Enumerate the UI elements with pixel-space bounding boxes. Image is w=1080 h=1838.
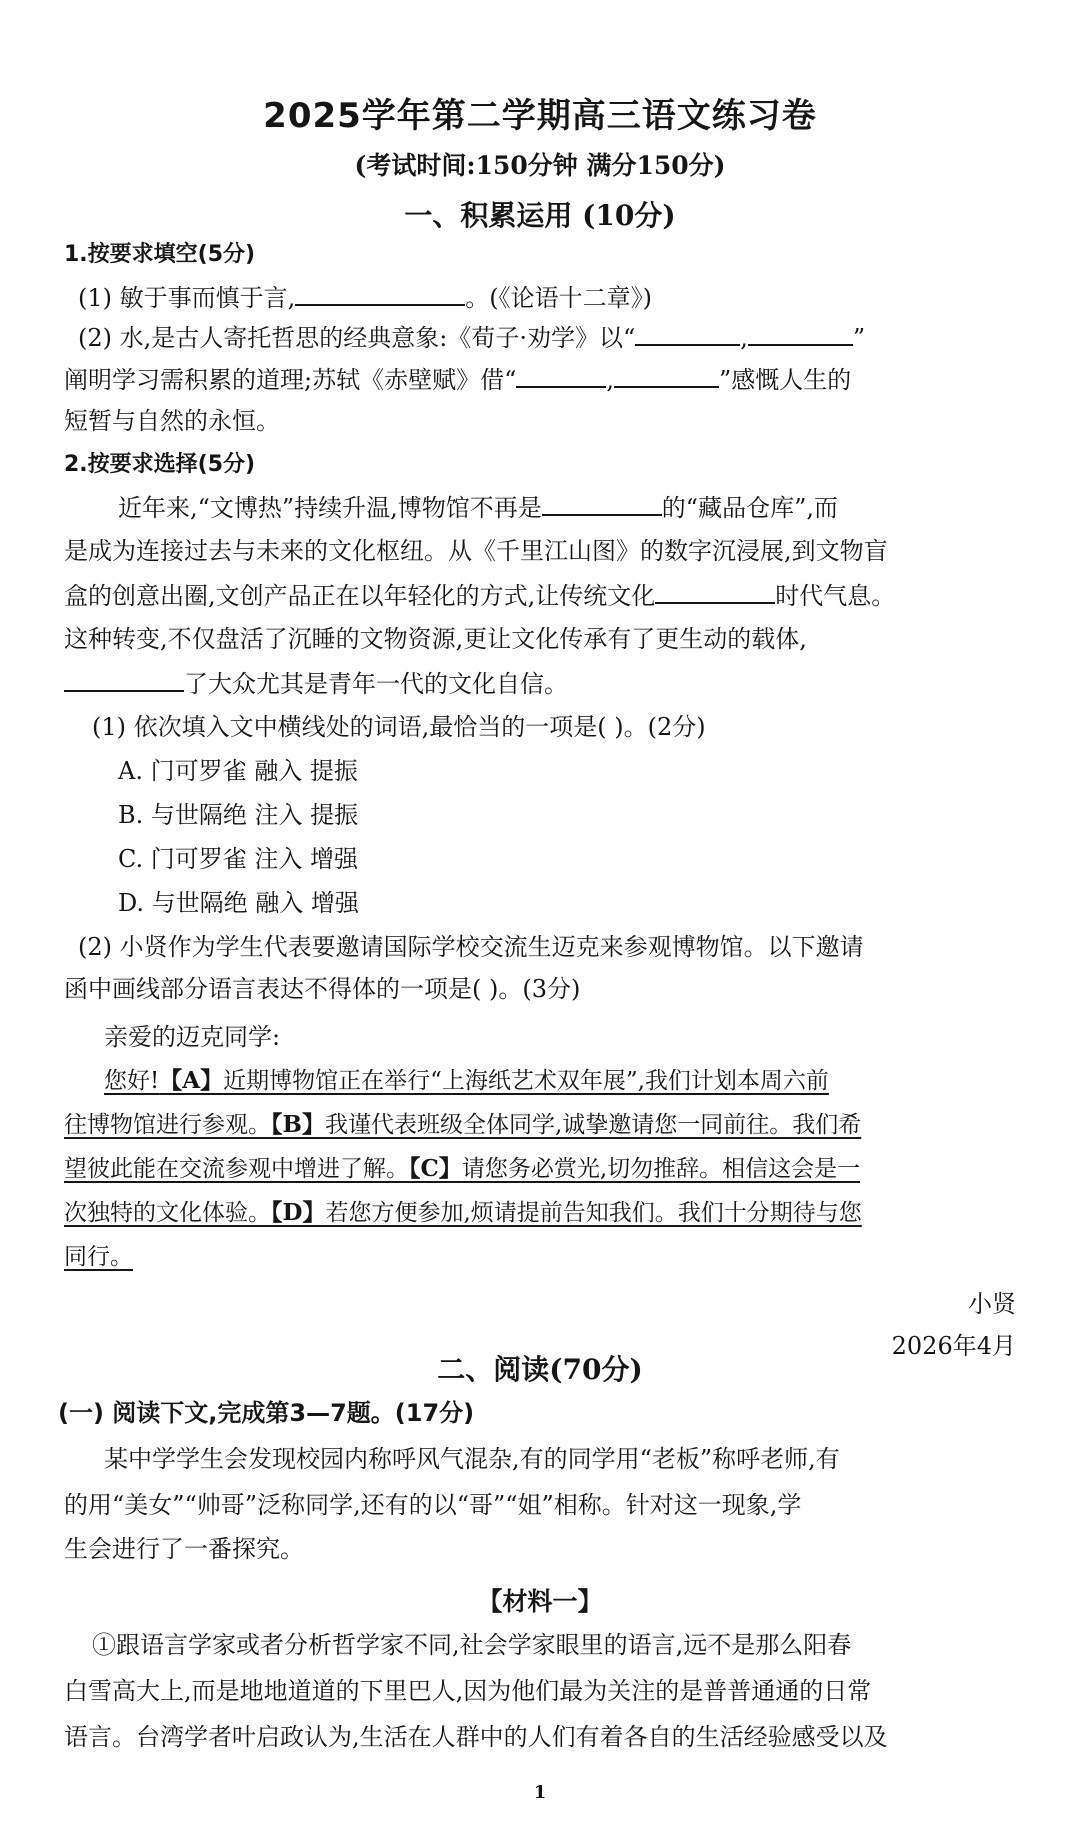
tag-d: 【D】 (271, 1199, 326, 1226)
option-a[interactable]: A. 门可罗雀 融入 提振 (118, 757, 358, 785)
comma: , (740, 324, 748, 352)
material-title: 【材料一】 (477, 1587, 603, 1616)
letter-underlined-b: 我谨代表班级全体同学,诚挚邀请您一同前往。我们希 (324, 1112, 862, 1138)
answer-blank[interactable] (655, 580, 775, 604)
section1-heading: 一、积累运用 (10分) (404, 199, 676, 232)
page-number: 1 (533, 1782, 547, 1803)
q2-passage-line1 (118, 492, 1040, 523)
passage-text: 盒的创意出圈,文创产品正在以年轻化的方式,让传统文化 (64, 582, 656, 610)
answer-blank[interactable] (748, 322, 853, 346)
material-line3: 语言。台湾学者叶启政认为,生活在人群中的人们有着各自的生活经验感受以及 (64, 1723, 888, 1751)
quote-close: ” (852, 324, 866, 352)
part1-label: (一) 阅读下文,完成第3—7题。(17分) (58, 1399, 475, 1427)
intro-line3: 生会进行了一番探究。 (64, 1535, 304, 1563)
q2-passage-line2: 是成为连接过去与未来的文化枢纽。从《千里江山图》的数字沉浸展,到文物盲 (64, 537, 888, 565)
q1-item2-prefix: (2) 水,是古人寄托哲思的经典意象:《荀子·劝学》以“ (78, 324, 636, 352)
section2-heading: 二、阅读(70分) (437, 1353, 643, 1386)
option-d[interactable]: D. 与世隔绝 融入 增强 (118, 889, 359, 917)
letter-underlined-c: 次独特的文化体验。 (64, 1200, 271, 1226)
material-line2: 白雪高大上,而是地地道道的下里巴人,因为他们最为关注的是普普通通的日常 (64, 1677, 872, 1705)
exam-title: 2025学年第二学期高三语文练习卷 (263, 96, 817, 136)
tag-a: 【A】 (159, 1067, 224, 1094)
letter-greeting: 亲爱的迈克同学: (104, 1023, 281, 1051)
tag-b: 【B】 (271, 1111, 325, 1138)
q1-item2-line2 (64, 364, 1040, 395)
letter-underlined-d: 若您方便参加,烦请提前告知我们。我们十分期待与您 (325, 1200, 862, 1226)
answer-blank[interactable] (64, 668, 184, 692)
answer-blank[interactable] (295, 282, 465, 306)
q1-item2-line2-suffix: ”感慨人生的 (719, 366, 852, 394)
letter-line2 (64, 1110, 1040, 1140)
q1-item2-line2-prefix: 阐明学习需积累的道理;苏轼《赤壁赋》借“ (64, 366, 517, 394)
letter-signature: 小贤 (968, 1290, 1016, 1318)
q1-label: 1.按要求填空(5分) (64, 242, 256, 267)
letter-underlined-c: 请您务必赏光,切勿推辞。相信这会是一 (461, 1156, 861, 1182)
q2-sub1: (1) 依次填入文中横线处的词语,最恰当的一项是( )。(2分) (92, 713, 706, 741)
passage-text: 近年来,“文博热”持续升温,博物馆不再是 (118, 494, 542, 522)
answer-blank[interactable] (542, 492, 662, 516)
option-b[interactable]: B. 与世隔绝 注入 提振 (118, 801, 359, 829)
letter-line5: 同行。 (64, 1244, 133, 1270)
answer-blank[interactable] (635, 322, 740, 346)
q1-item1-prefix: (1) 敏于事而慎于言, (78, 284, 296, 312)
answer-blank[interactable] (614, 364, 719, 388)
q2-label: 2.按要求选择(5分) (64, 452, 256, 477)
answer-blank[interactable] (516, 364, 606, 388)
passage-text: 时代气息。 (775, 582, 896, 610)
q1-item1-suffix: 。(《论语十二章》) (465, 284, 652, 312)
letter-text: 您好! (104, 1068, 160, 1094)
q2-passage-line3 (64, 580, 1040, 611)
letter-underlined-b: 望彼此能在交流参观中增进了解。 (64, 1156, 409, 1182)
exam-subtitle: (考试时间:150分钟 满分150分) (354, 151, 726, 180)
q2-passage-line4: 这种转变,不仅盘活了沉睡的文物资源,更让文化传承有了更生动的载体, (64, 625, 807, 653)
passage-text: 了大众尤其是青年一代的文化自信。 (184, 670, 568, 698)
q2-sub2-line2: 函中画线部分语言表达不得体的一项是( )。(3分) (64, 975, 581, 1003)
material-line1: ①跟语言学家或者分析哲学家不同,社会学家眼里的语言,远不是那么阳春 (92, 1631, 852, 1659)
q1-item2-line1 (78, 322, 1040, 353)
intro-line2: 的用“美女”“帅哥”泛称同学,还有的以“哥”“姐”相称。针对这一现象,学 (64, 1491, 802, 1519)
comma: , (606, 366, 614, 394)
letter-line4 (64, 1198, 1040, 1228)
letter-underlined-a: 近期博物馆正在举行“上海纸艺术双年展”,我们计划本周六前 (223, 1068, 829, 1094)
intro-line1: 某中学学生会发现校园内称呼风气混杂,有的同学用“老板”称呼老师,有 (104, 1445, 840, 1473)
letter-date: 2026年4月 (891, 1332, 1016, 1360)
q2-passage-line5 (64, 668, 1040, 699)
q1-item1 (78, 282, 1040, 313)
letter-line3 (64, 1154, 1040, 1184)
tag-c: 【C】 (409, 1155, 462, 1182)
option-c[interactable]: C. 门可罗雀 注入 增强 (118, 845, 359, 873)
letter-underlined-a: 往博物馆进行参观。 (64, 1112, 271, 1138)
letter-line1 (104, 1066, 1040, 1096)
passage-text: 的“藏品仓库”,而 (661, 494, 838, 522)
q1-item2-line3: 短暂与自然的永恒。 (64, 407, 280, 435)
q2-sub2-line1: (2) 小贤作为学生代表要邀请国际学校交流生迈克来参观博物馆。以下邀请 (78, 933, 864, 961)
